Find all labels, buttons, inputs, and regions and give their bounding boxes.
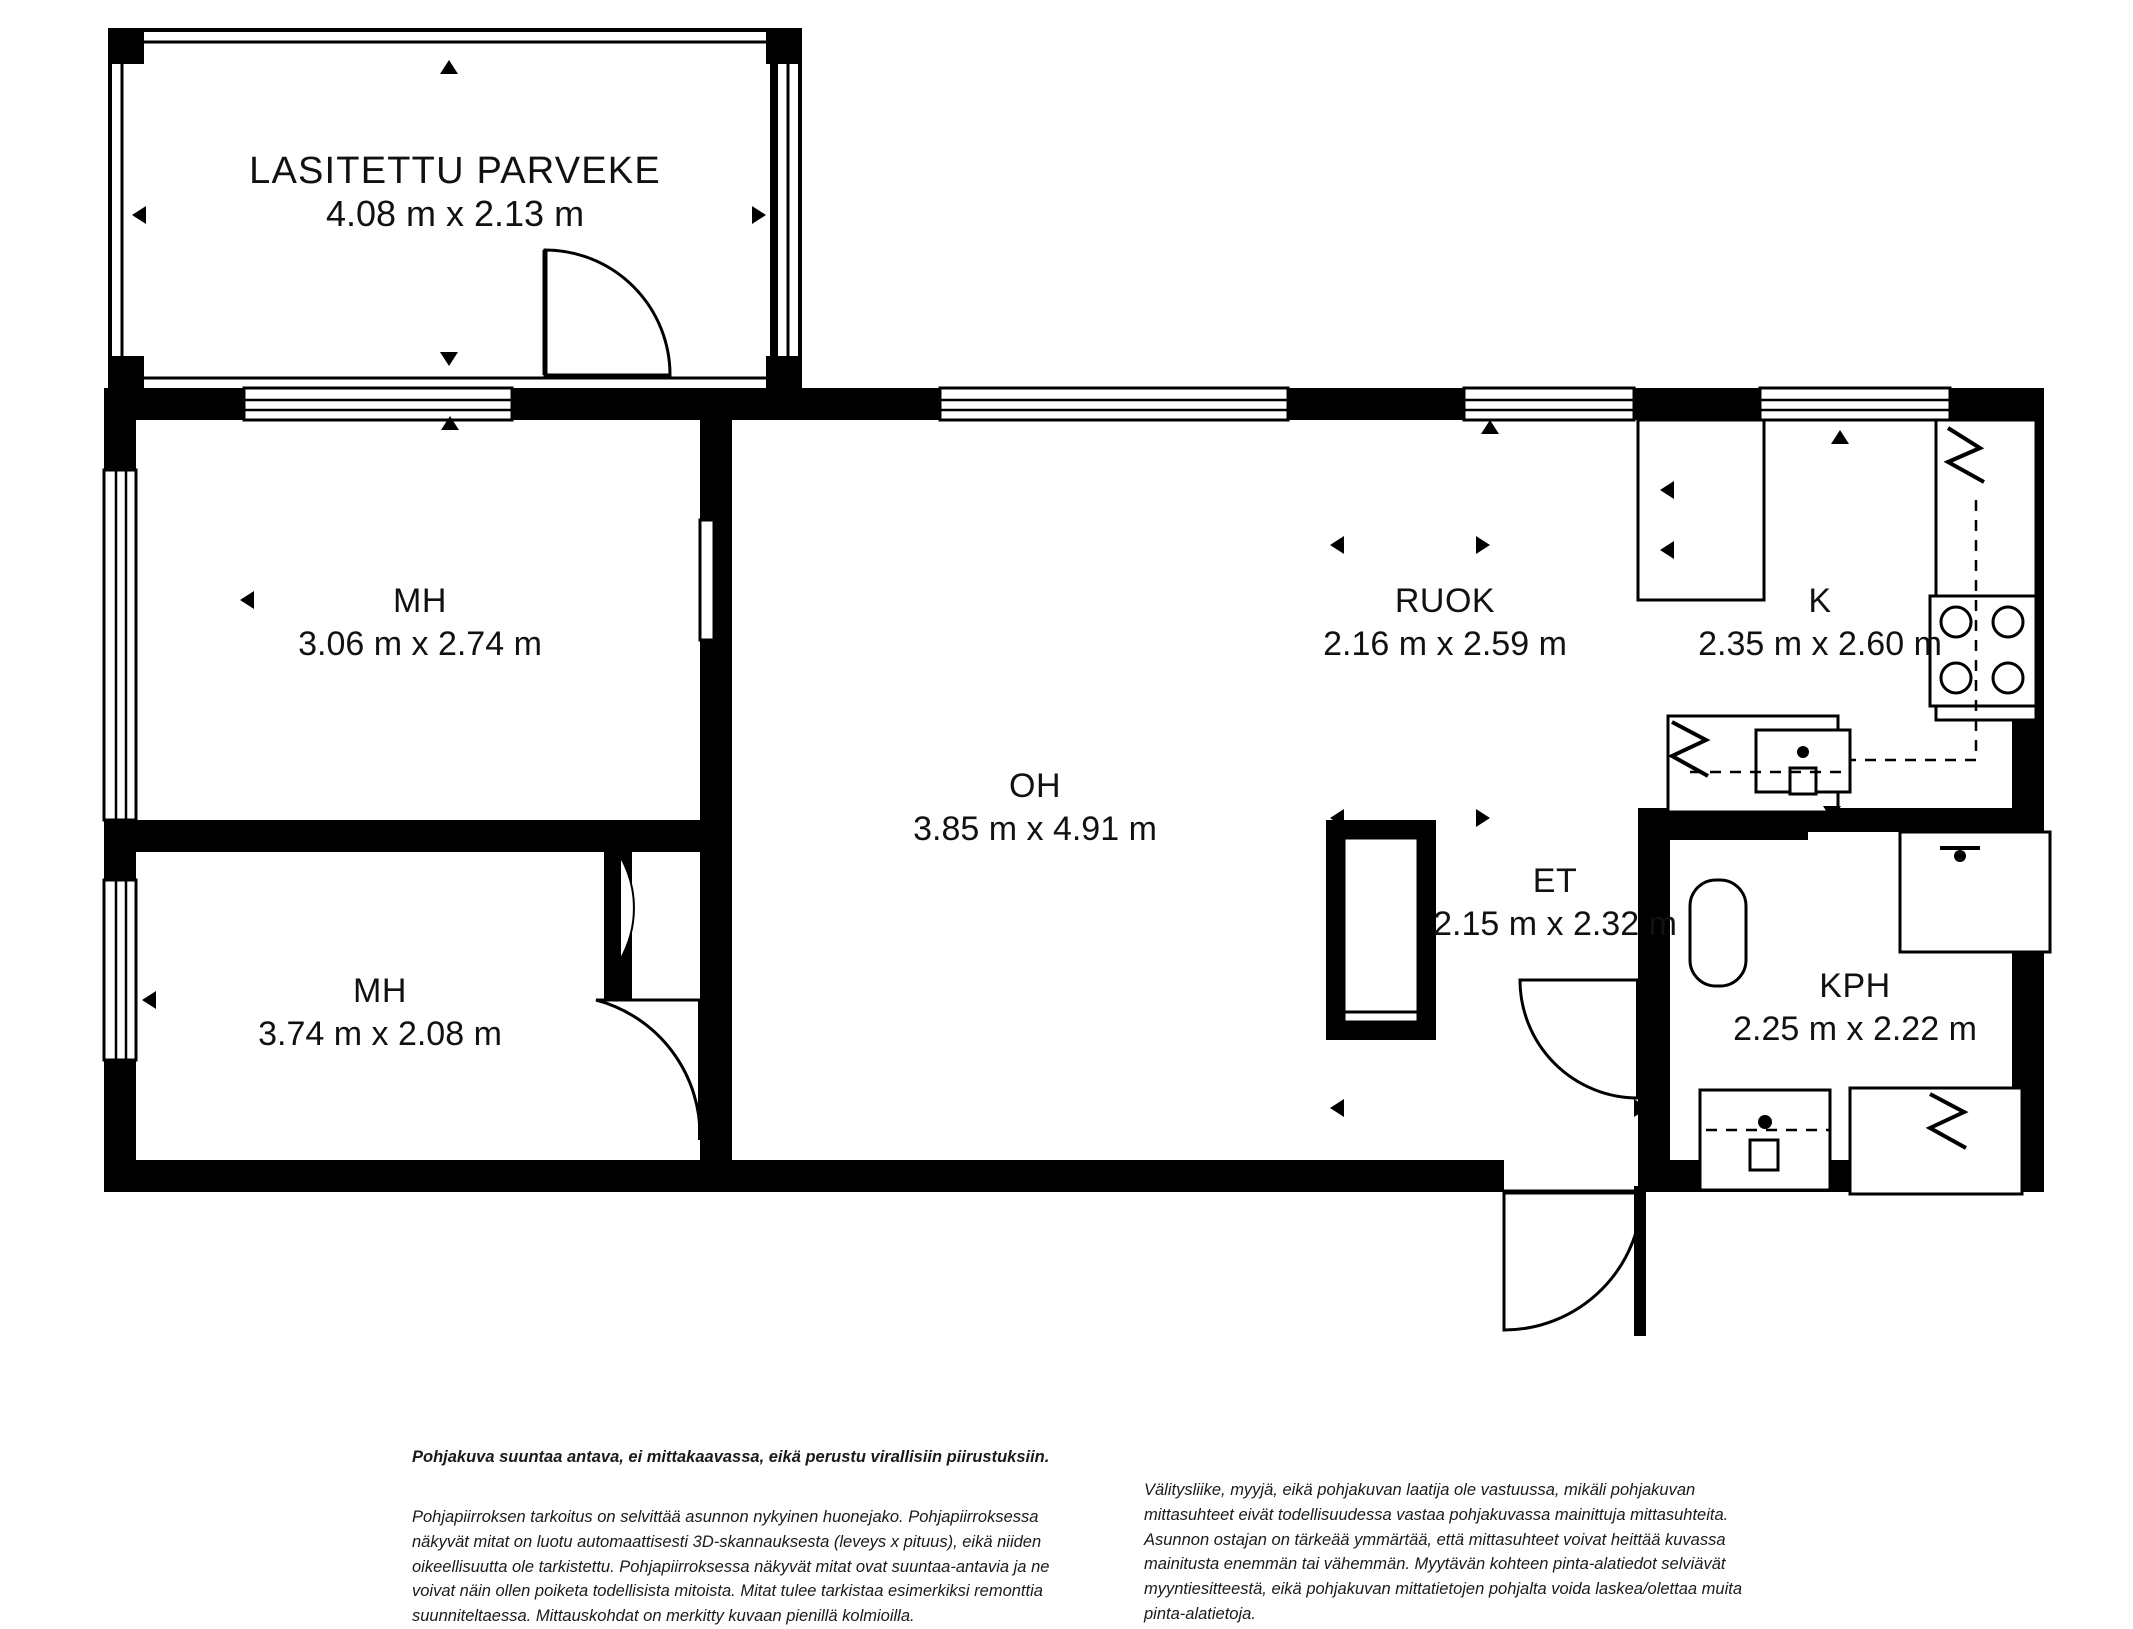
room-label-ruok — [1260, 580, 1630, 665]
room-name-et: ET — [1532, 862, 1578, 900]
room-dims-oh: 3.85 m x 4.91 m — [913, 809, 1157, 848]
disclaimer-heading: Pohjakuva suuntaa antava, ei mittakaavassa, eikä perustu virallisiin piirustuksiin. — [412, 1448, 1050, 1466]
room-name-oh: OH — [1009, 767, 1061, 805]
room-dims-et: 2.15 m x 2.32 m — [1433, 904, 1677, 943]
room-label-balcony — [210, 150, 700, 235]
room-dims-k: 2.35 m x 2.60 m — [1698, 624, 1942, 663]
room-name-balcony: LASITETTU PARVEKE — [249, 150, 661, 192]
room-name-k: K — [1808, 582, 1832, 620]
room-dims-mh1: 3.06 m x 2.74 m — [298, 624, 542, 663]
room-dims-kph: 2.25 m x 2.22 m — [1733, 1009, 1977, 1048]
room-dims-mh2: 3.74 m x 2.08 m — [258, 1014, 502, 1053]
room-name-kph: KPH — [1819, 967, 1891, 1005]
room-name-mh1: MH — [393, 582, 447, 620]
room-label-mh2 — [180, 970, 580, 1055]
room-name-ruok: RUOK — [1394, 582, 1496, 620]
room-dims-balcony: 4.08 m x 2.13 m — [325, 193, 585, 234]
room-label-mh1 — [220, 580, 620, 665]
room-label-kph — [1680, 965, 2030, 1050]
disclaimer-right-text: Välitysliike, myyjä, eikä pohjakuvan laatija ole vastuussa, mikäli pohjakuvan mittasuhteet eivät todellisuudessa vastaa pohjakuvassa mainittuja mittasuhteita. Asunnon ostajan on tärkeää ymmärtää, että mittasuhteet voivat heittää kuvassa mainitusta enemmän tai vähemmän. Myytävän kohteen pinta-alatiedot selviävät myyntiesitteestä, eikä pohjakuvan mittatietojen pohjalta voida laskea/olettaa muita pinta-alatietoja. — [1144, 1481, 1743, 1623]
room-label-et — [1385, 860, 1725, 945]
room-label-k — [1640, 580, 2000, 665]
room-label-oh — [825, 765, 1245, 850]
room-name-mh2: MH — [353, 972, 407, 1010]
disclaimer-left-text: Pohjapiirroksen tarkoitus on selvittää asunnon nykyinen huonejako. Pohjapiirroksessa näkyvät mitat on luotu automaattisesti 3D-skannauksesta (leveys x pituus), eikä niiden oikeellisuutta ole tarkistettu. Pohjapiirroksessa näkyvät mitat ovat suuntaa-antavia ja ne voivat näin ollen poiketa todellisista mitoista. Mitat tulee tarkistaa esimerkiksi remonttia suunniteltaessa. Mittauskohdat on merkitty kuvaan pienillä kolmioilla. — [412, 1508, 1050, 1625]
room-dims-ruok: 2.16 m x 2.59 m — [1323, 624, 1567, 663]
